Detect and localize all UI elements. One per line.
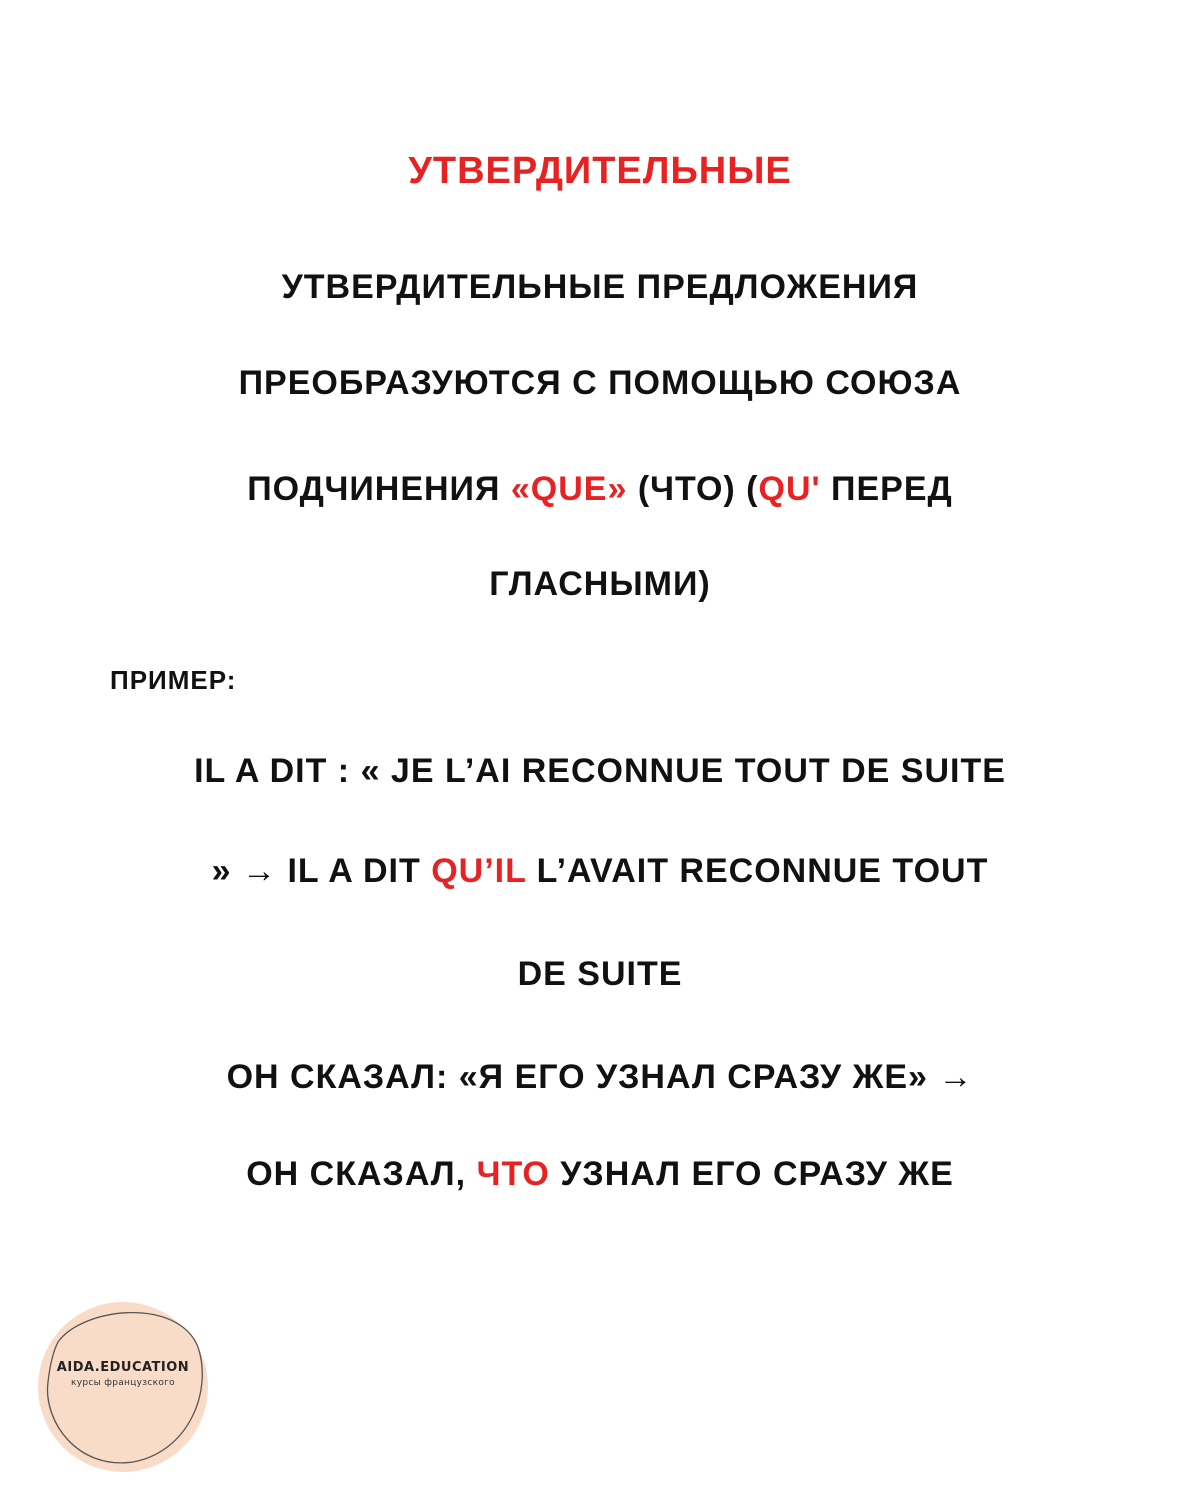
- rule-text-line: [0, 565, 1200, 604]
- example-text: L’AVAIT RECONNUE TOUT: [526, 852, 989, 890]
- rule-text: ГЛАСНЫМИ): [489, 565, 711, 603]
- rule-text: УТВЕРДИТЕЛЬНЫЕ ПРЕДЛОЖЕНИЯ: [281, 268, 919, 306]
- example-text: ОН СКАЗАЛ,: [246, 1155, 477, 1193]
- highlight-qu: QU': [758, 470, 821, 508]
- example-line: [0, 1155, 1200, 1194]
- rule-text: (ЧТО) (: [627, 470, 759, 508]
- example-line: [0, 955, 1200, 994]
- example-line: [0, 1058, 1200, 1097]
- logo-name: AIDA.EDUCATION: [56, 1360, 190, 1375]
- example-text: IL A DIT : « JE L’AI RECONNUE TOUT DE SUITE: [194, 752, 1006, 790]
- rule-text-line: [0, 268, 1200, 307]
- example-line: [0, 752, 1200, 791]
- highlight-que: «QUE»: [510, 470, 628, 508]
- rule-text-line: [0, 364, 1200, 403]
- rule-text: ПРЕОБРАЗУЮТСЯ С ПОМОЩЬЮ СОЮЗА: [238, 364, 962, 402]
- logo-subtitle: курсы французского: [71, 1378, 175, 1388]
- example-text: DE SUITE: [517, 955, 683, 993]
- highlight-quil: QU’IL: [431, 852, 527, 890]
- brand-logo: [38, 1302, 208, 1472]
- page-title: УТВЕРДИТЕЛЬНЫЕ: [408, 150, 792, 192]
- example-text: » → IL A DIT: [211, 852, 432, 890]
- example-text: ОН СКАЗАЛ: «Я ЕГО УЗНАЛ СРАЗУ ЖЕ» →: [226, 1058, 974, 1096]
- example-line: [0, 852, 1200, 891]
- example-text: УЗНАЛ ЕГО СРАЗУ ЖЕ: [549, 1155, 954, 1193]
- example-label: ПРИМЕР:: [110, 665, 237, 695]
- rule-text-line: [0, 470, 1200, 509]
- rule-text: ПОДЧИНЕНИЯ: [247, 470, 511, 508]
- rule-text: ПЕРЕД: [820, 470, 953, 508]
- highlight-chto: ЧТО: [476, 1155, 550, 1193]
